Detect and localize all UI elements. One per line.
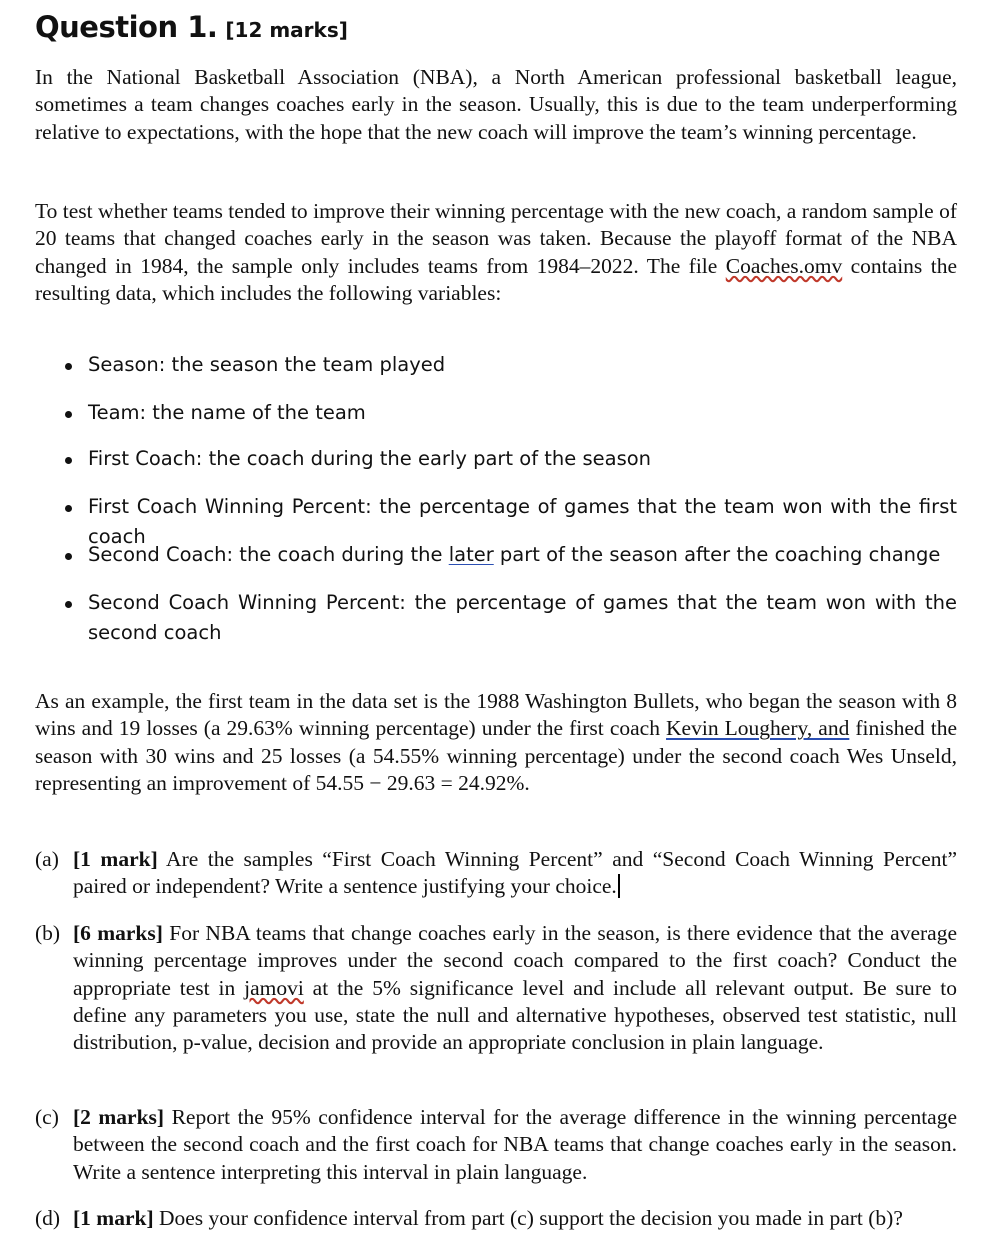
example-text: As an example, the first team in the data set is the 1988 Washington Bullets, who began the season with 8 wins and 19 losses (a 29.63% winning percentage) under the first coach [35,689,957,741]
question-label: Question 1. [35,10,218,44]
variable-description [88,540,957,570]
bullet-icon [65,553,72,560]
part-text: Does your confidence interval from part (c) support the decision you made in part (b)? [153,1206,903,1230]
part-text: For NBA teams that change coaches early in the season, is there evidence that the average winning percentage improves under the second coach compared to the first coach? Conduct the appropriate test in [73,921,957,1000]
part-body[interactable] [73,846,957,901]
bullet-icon [65,363,72,370]
part-marks: [2 marks] [73,1105,165,1129]
software-name: jamovi [244,975,304,1000]
variable-description: First Coach Winning Percent: the percentage of games that the team won with the first coach [88,495,957,548]
coach-name-underlined: Kevin Loughery, and [666,716,850,741]
bullet-icon [65,505,72,512]
part-text: Are the samples “First Coach Winning Percent” and “Second Coach Winning Percent” paired or independent? Write a sentence justifying your choice. [73,847,958,899]
part-marks: [1 mark] [73,1206,154,1230]
intro-paragraph: In the National Basketball Association (NBA), a North American professional basketball league, sometimes a team changes coaches early in the season. Usually, this is due to the team underperforming relative to expectations, with the hope that the new coach will improve the team’s winning percentage. [35,65,957,144]
list-item [65,540,957,570]
variable-description: First Coach: the coach during the early part of the season [88,447,652,470]
example-text-end: finished the season with 30 wins and 25 losses (a 54.55% winning percentage) under the second coach Wes Unseld, representing an improvement of 54.55 − 29.63 = 24.92%. [35,716,957,795]
bullet-icon [65,601,72,608]
list-item [65,350,957,380]
part-label: (d) [35,1206,61,1230]
part-a [35,846,957,901]
variable-text: Second Coach: the coach during the [88,543,449,566]
bullet-icon [65,411,72,418]
part-text: Report the 95% confidence interval for the average difference in the winning percentage between the second coach and the first coach for NBA teams that change coaches early in the season. Write a sentence interpreting this interval in plain language. [73,1105,957,1184]
sample-paragraph [35,198,957,307]
part-d [35,1205,957,1232]
variable-description: Season: the season the team played [88,353,446,376]
bullet-icon [65,457,72,464]
variable-text-end: part of the season after the coaching change [493,543,941,566]
part-c [35,1104,957,1186]
part-marks: [1 mark] [73,847,158,871]
list-item [65,444,957,474]
part-label: (c) [35,1105,59,1129]
part-body [73,920,957,1056]
question-marks: [12 marks] [225,18,348,42]
part-marks: [6 marks] [73,921,163,945]
part-b [35,920,957,1056]
sample-text-end: contains the resulting data, which includes the following variables: [35,253,957,305]
question-heading [35,10,348,44]
list-item [65,398,957,428]
underlined-word: later [448,543,494,566]
sample-text: To test whether teams tended to improve their winning percentage with the new coach, a random sample of 20 teams that changed coaches early in the season was taken. Because the playoff format of the NBA changed in 1984, the sample only includes teams from 1984–2022. The file [35,199,957,278]
list-item [65,588,957,648]
part-text-end: at the 5% significance level and include all relevant output. Be sure to define any parameters you use, state the null and alternative hypotheses, observed test statistic, null distribution, p-value, decision and provide an appropriate conclusion in plain language. [73,975,957,1055]
example-paragraph [35,688,957,797]
part-label: (b) [35,921,61,945]
part-body [73,1104,957,1186]
variable-description: Team: the name of the team [88,401,366,424]
variable-description: Second Coach Winning Percent: the percentage of games that the team won with the second coach [88,591,957,644]
text-cursor [618,874,620,898]
part-label: (a) [35,847,59,871]
part-body [73,1205,957,1232]
data-file-name: Coaches.omv [725,253,843,278]
